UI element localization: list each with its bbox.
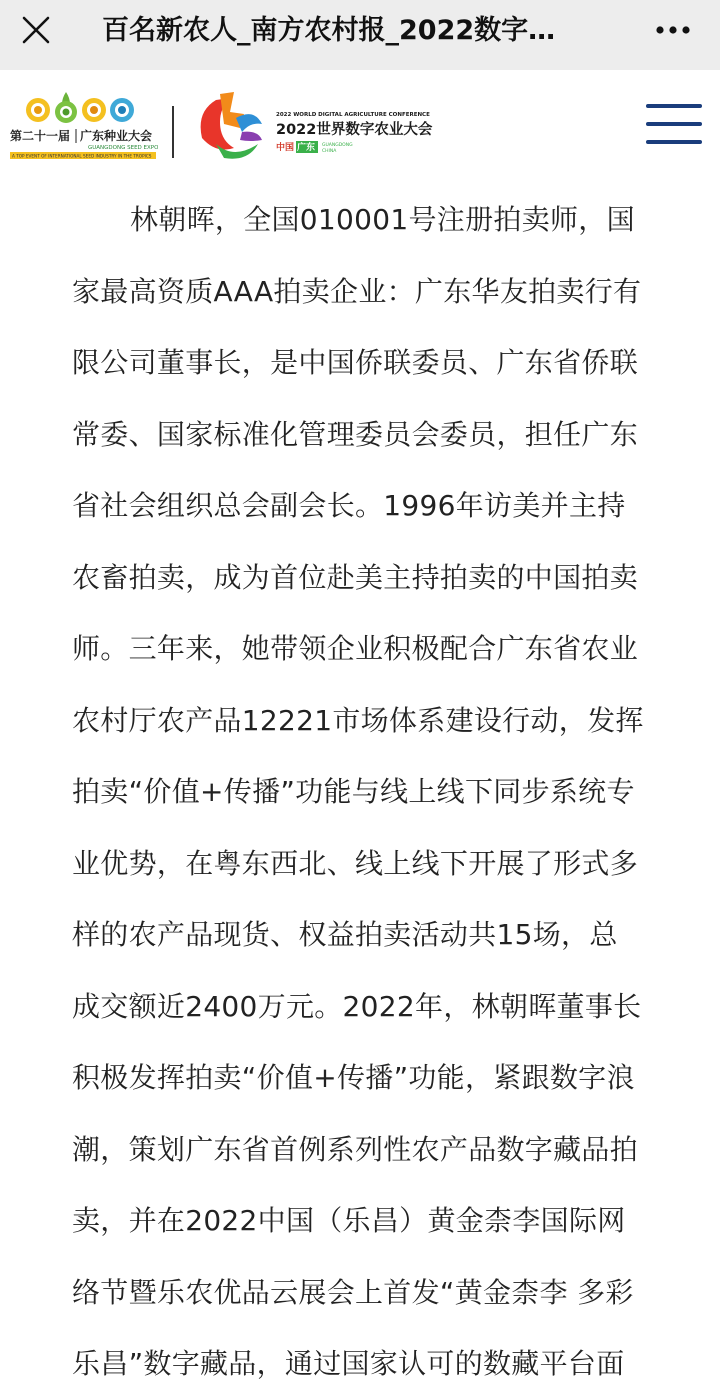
article-line: 络节暨乐农优品云展会上首发“黄金柰李 多彩: [72, 1275, 634, 1309]
conference-place-cn-prefix: 中国: [276, 143, 295, 153]
conference-place-cn-suffix: 广东: [297, 143, 316, 153]
page-title: 百名新农人_南方农村报_2022数字…: [102, 15, 556, 46]
seed-expo-tagline: A TOP EVENT OF INTERNATIONAL SEED INDUSTRY IN THE TROPICS: [12, 153, 152, 159]
article-line: 农畜拍卖，成为首位赴美主持拍卖的中国拍卖: [72, 560, 639, 594]
more-button[interactable]: [646, 10, 700, 50]
seed-expo-name-en: GUANGDONG SEED EXPO: [88, 145, 158, 151]
article-line: 限公司董事长，是中国侨联委员、广东省侨联: [72, 346, 639, 379]
article-line: 卖，并在2022中国（乐昌）黄金柰李国际网: [72, 1204, 626, 1237]
seed-expo-logo[interactable]: [8, 90, 158, 160]
top-bar: [0, 0, 720, 70]
article-line: 省社会组织总会副会长。1996年访美并主持: [72, 489, 626, 522]
article-line: 业优势，在粤东西北、线上线下开展了形式多: [72, 846, 639, 880]
article-line: 样的农产品现货、权益拍卖活动共15场，总: [72, 918, 618, 951]
menu-bar-top: [646, 104, 702, 108]
conference-place-en-1: GUANGDONG: [322, 143, 353, 148]
conference-title-en: 2022 WORLD DIGITAL AGRICULTURE CONFERENCE: [276, 112, 430, 118]
seed-expo-session: 第二十一届: [10, 129, 71, 143]
menu-bar-bottom: [646, 140, 702, 144]
conference-place-en-2: CHINA: [322, 149, 337, 154]
conference-logo[interactable]: [190, 88, 440, 164]
article-line: 常委、国家标准化管理委员会委员，担任广东: [72, 417, 639, 451]
hamburger-menu-icon[interactable]: [646, 104, 702, 144]
conference-title-cn: 2022世界数字农业大会: [276, 122, 433, 138]
site-header: [0, 70, 720, 194]
article-line: 师。三年来，她带领企业积极配合广东省农业: [72, 632, 639, 665]
article-line: 林朝晖，全国010001号注册拍卖师，国: [130, 203, 635, 236]
article-line: 成交额近2400万元。2022年，林朝晖董事长: [72, 989, 642, 1023]
logo-divider: [172, 106, 174, 158]
menu-bar-middle: [646, 122, 702, 126]
article-line: 家最高资质AAA拍卖企业：广东华友拍卖行有: [72, 274, 642, 308]
article-line: 积极发挥拍卖“价值+传播”功能，紧跟数字浪: [72, 1061, 635, 1094]
close-icon: [21, 15, 51, 45]
seed-expo-slogan: 广东种业大会: [80, 129, 153, 143]
article-line: 拍卖“价值+传播”功能与线上线下同步系统专: [72, 775, 635, 808]
article-body: [72, 184, 652, 1400]
article-line: 农村厅农产品12221市场体系建设行动，发挥: [72, 703, 644, 737]
article-line: 潮，策划广东省首例系列性农产品数字藏品拍: [72, 1132, 639, 1166]
article-line: 乐昌”数字藏品，通过国家认可的数藏平台面: [72, 1347, 625, 1380]
close-button[interactable]: [14, 10, 58, 50]
more-icon: [655, 25, 691, 35]
